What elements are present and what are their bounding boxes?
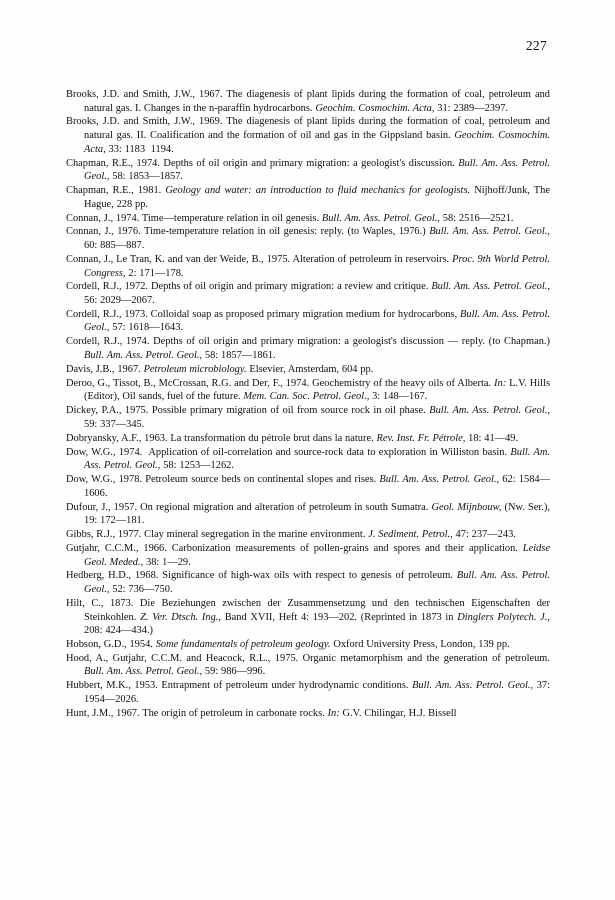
reference-entry: Connan, J., 1974. Time—temperature relation in oil genesis. Bull. Am. Ass. Petrol. Geol., 58: 2516—2521. — [66, 212, 514, 224]
reference-entry: Dow, W.G., 1978. Petroleum source beds on continental slopes and rises. Bull. Am. Ass. Petrol. Geol., 62: 1584—1606. — [66, 474, 551, 499]
reference-entry: Brooks, J.D. and Smith, J.W., 1969. The diagenesis of plant lipids during the formation of coal, petroleum and natural gas. II. Coalification and the formation of oil and gas in the Gippsland basin. Geochim. Cosmochim. Acta, 33: 1183 1194. — [66, 116, 551, 155]
page-number: 227 — [525, 38, 547, 53]
reference-entry: Gibbs, R.J., 1977. Clay mineral segregation in the marine environment. J. Sediment. Petrol., 47: 237—243. — [66, 529, 516, 541]
reference-list — [66, 88, 550, 721]
reference-entry: Dufour, J., 1957. On regional migration and alteration of petroleum in south Sumatra. Geol. Mijnbouw, (Nw. Ser.), 19: 172—181. — [66, 501, 550, 527]
reference-entry: Gutjahr, C.C.M., 1966. Carbonization measurements of pollen-grains and spores and their application. Leidse Geol. Meded., 38: 1—29. — [66, 542, 550, 568]
reference-entry: Chapman, R.E., 1981. Geology and water: an introduction to fluid mechanics for geologists. Nijhoff/Junk, The Hague, 228 pp. — [66, 185, 550, 210]
reference-entry: Hunt, J.M., 1967. The origin of petroleum in carbonate rocks. In: G.V. Chilingar, H.J. Bissell — [66, 707, 457, 719]
reference-entry: Hedberg, H.D., 1968. Significance of high-wax oils with respect to genesis of petroleum. Bull. Am. Ass. Petrol. Geol., 52: 736—750. — [66, 570, 550, 596]
reference-entry: Cordell, R.J., 1972. Depths of oil origin and primary migration: a review and critique. Bull. Am. Ass. Petrol. Geol., 56: 2029—2067. — [66, 281, 550, 306]
reference-entry: Deroo, G., Tissot, B., McCrossan, R.G. and Der, F., 1974. Geochemistry of the heavy oils of Alberta. In: L.V. Hills (Editor), Oil sands, fuel of the future. Mem. Can. Soc. Petrol. Geol., 3: 148—167. — [66, 377, 550, 403]
reference-entry: Chapman, R.E., 1974. Depths of oil origin and primary migration: a geologist's discussion. Bull. Am. Ass. Petrol. Geol., 58: 1853—1857. — [66, 157, 550, 183]
reference-entry: Cordell, R.J., 1974. Depths of oil origin and primary migration: a geologist's discussion — reply. (to Chapman.) Bull. Am. Ass. Petrol. Geol., 58: 1857—1861. — [66, 336, 550, 361]
reference-entry: Connan, J., 1976. Time-temperature relation in oil genesis: reply. (to Waples, 1976.) Bull. Am. Ass. Petrol. Geol., 60: 885—887. — [66, 226, 550, 252]
reference-entry: Davis, J.B., 1967. Petroleum microbiology. Elsevier, Amsterdam, 604 pp. — [66, 363, 374, 375]
reference-entry: Hood, A., Gutjahr, C.C.M. and Heacock, R.L., 1975. Organic metamorphism and the generation of petroleum. Bull. Am. Ass. Petrol. Geol., 59: 986—996. — [66, 652, 550, 678]
reference-entry: Dickey, P.A., 1975. Possible primary migration of oil from source rock in oil phase. Bull. Am. Ass. Petrol. Geol., 59: 337—345. — [66, 405, 550, 430]
reference-entry: Cordell, R.J., 1973. Colloidal soap as proposed primary migration medium for hydrocarbons, Bull. Am. Ass. Petrol. Geol., 57: 1618—1643. — [66, 308, 550, 334]
reference-entry: Dobryansky, A.F., 1963. La transformation du pétrole brut dans la nature. Rev. Inst. Fr. Pétrole, 18: 41—49. — [66, 432, 519, 444]
reference-entry: Hobson, G.D., 1954. Some fundamentals of petroleum geology. Oxford University Press, London, 139 pp. — [66, 638, 510, 650]
reference-entry: Hubbert, M.K., 1953. Entrapment of petroleum under hydrodynamic conditions. Bull. Am. Ass. Petrol. Geol., 37: 1954—2026. — [66, 680, 551, 705]
reference-entry: Dow, W.G., 1974. Application of oil-correlation and source-rock data to exploration in Williston basin. Bull. Am. Ass. Petrol. Geol., 58: 1253—1262. — [66, 446, 550, 472]
reference-entry: Brooks, J.D. and Smith, J.W., 1967. The diagenesis of plant lipids during the formation of coal, petroleum and natural gas. I. Changes in the n-paraffin hydrocarbons. Geochim. Cosmochim. Acta, 31: 2389—2397. — [66, 89, 550, 114]
reference-entry: Hilt, C., 1873. Die Beziehungen zwischen der Zusammensetzung und den technischen Eigenschaften der Steinkohlen. Z. Ver. Dtsch. Ing., Band XVII, Heft 4: 193—202. (Reprinted in 1873 in Dinglers Polytech. J., 208: 424—434.) — [66, 597, 551, 637]
reference-entry: Connan, J., Le Tran, K. and van der Weide, B., 1975. Alteration of petroleum in reservoirs. Proc. 9th World Petrol. Congress, 2: 171—178. — [66, 253, 550, 279]
